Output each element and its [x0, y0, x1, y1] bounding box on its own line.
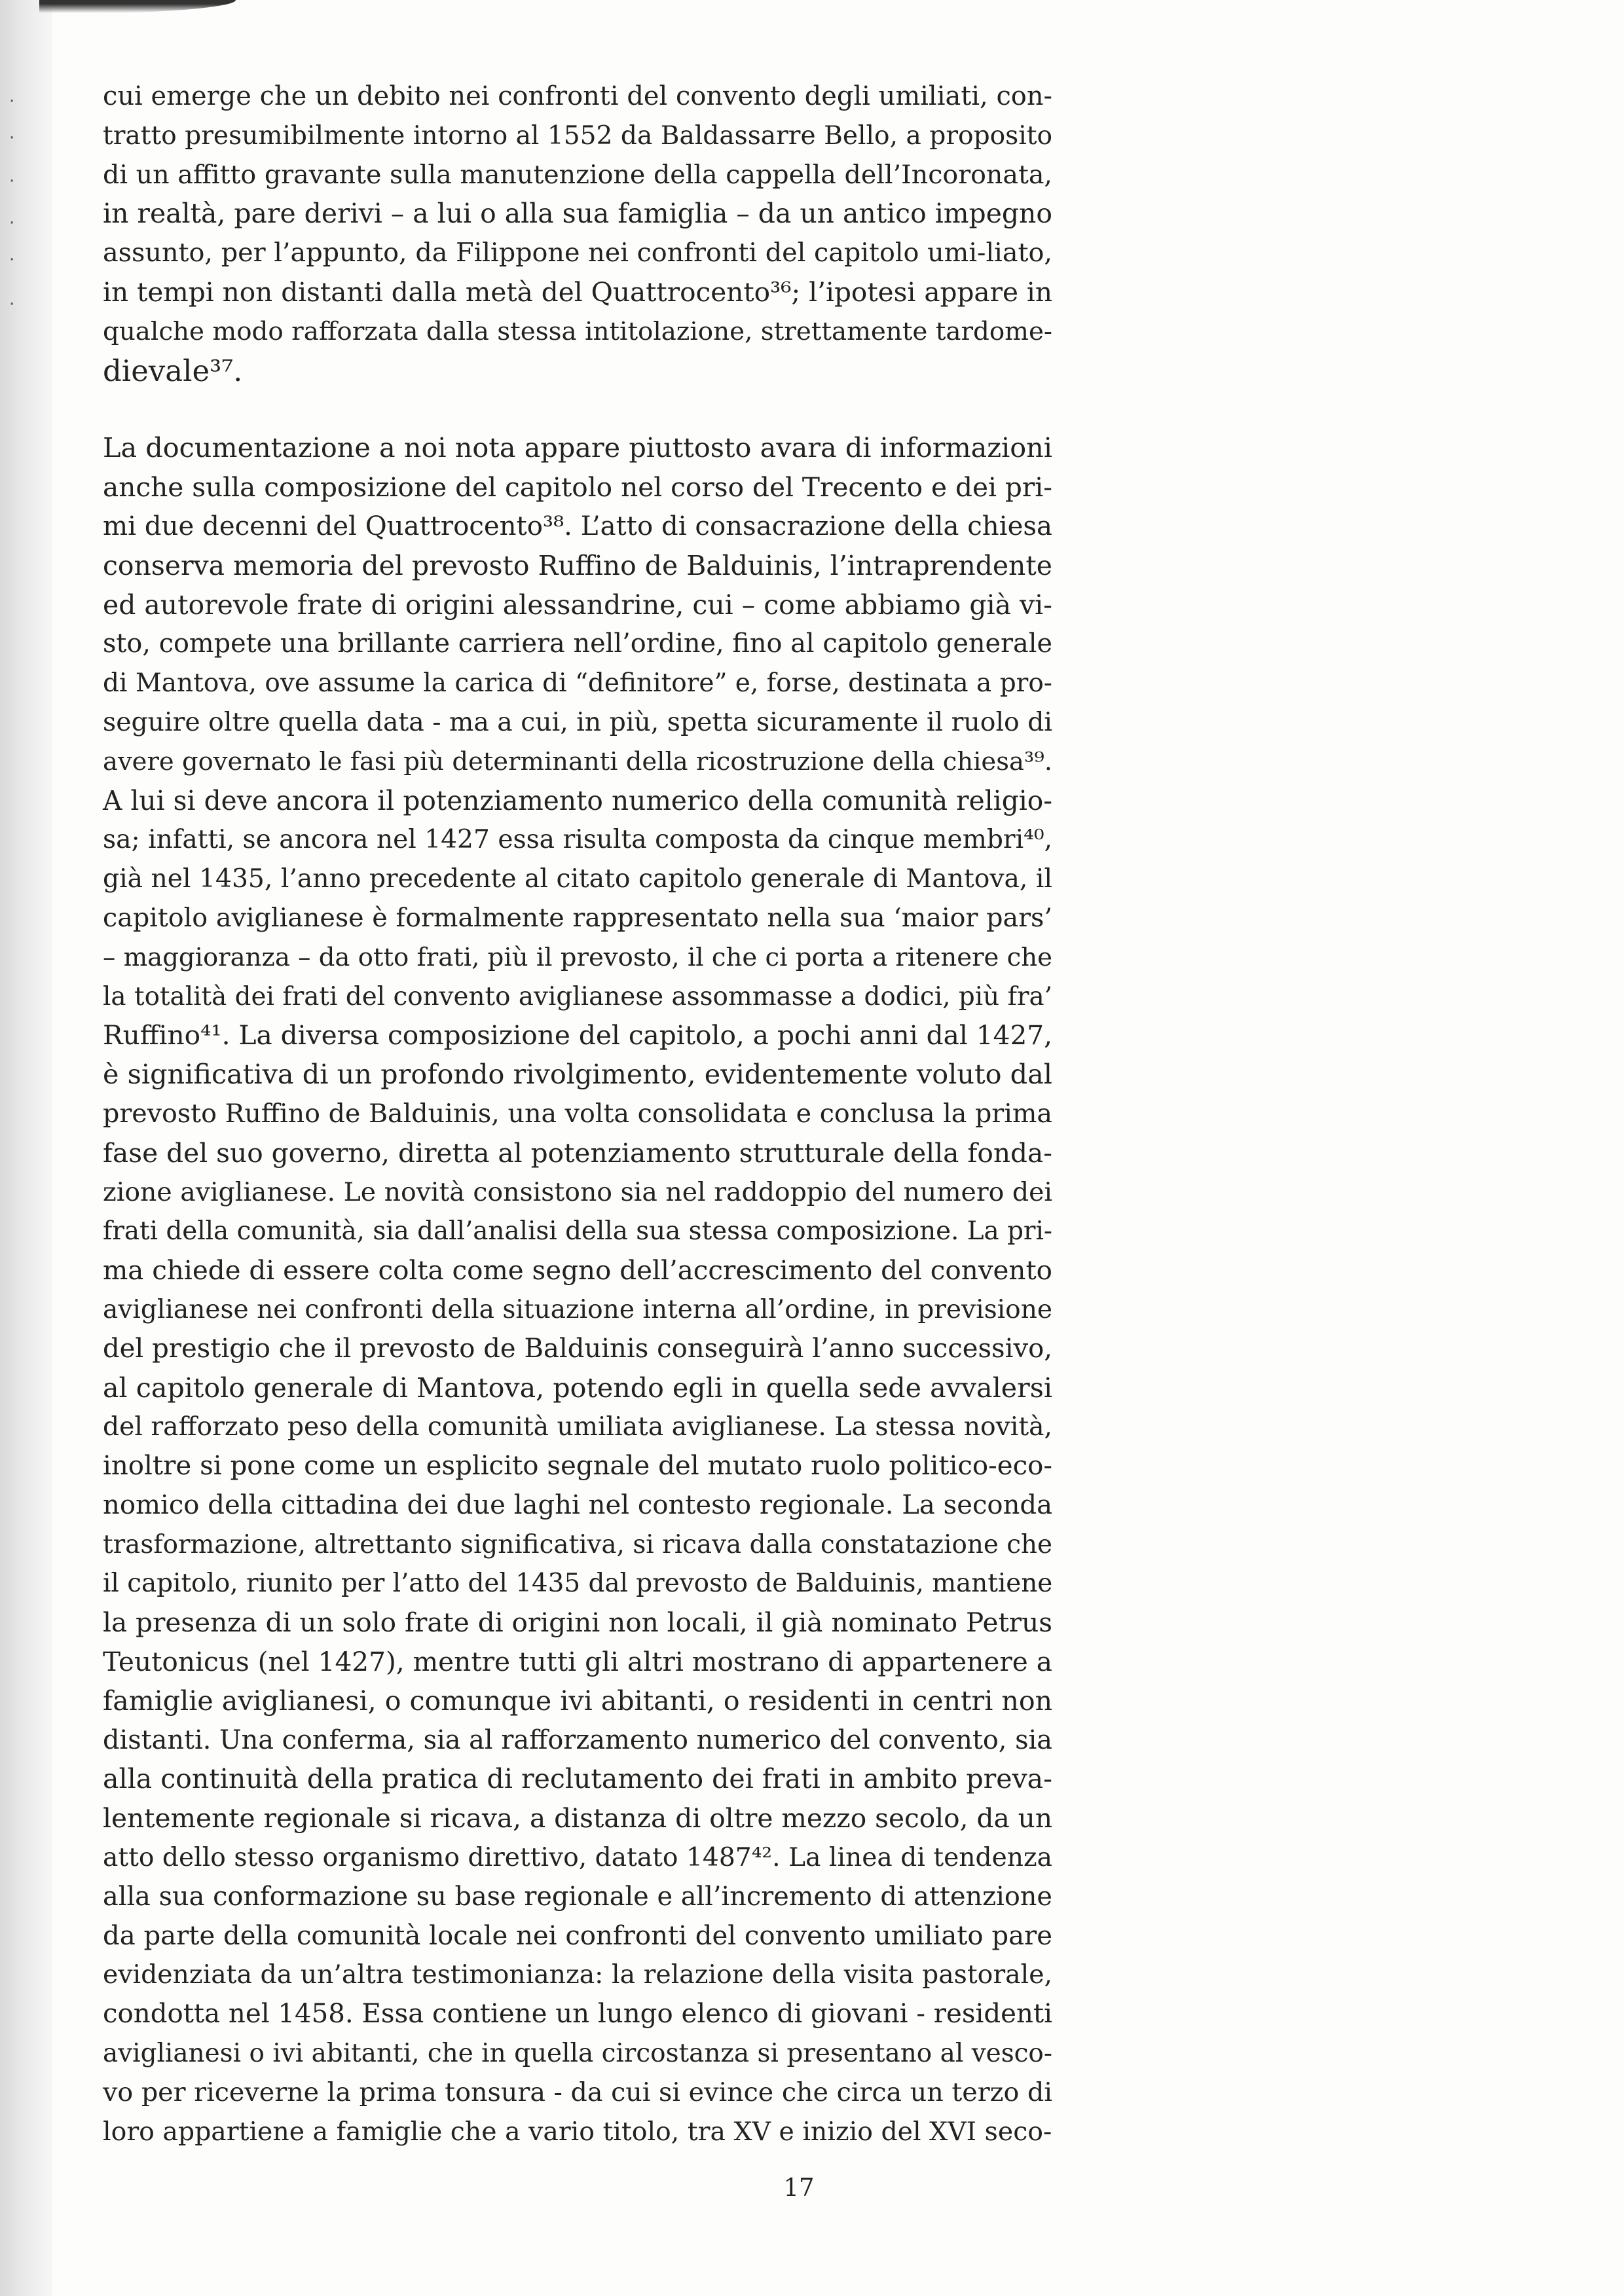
- margin-mark: ·: [9, 92, 15, 111]
- text-line: seguire oltre quella data - ma a cui, in più, spetta sicuramente il ruolo di: [103, 706, 1052, 737]
- margin-mark: ·: [9, 128, 15, 148]
- text-line: atto dello stesso organismo direttivo, datato 1487⁴². La linea di tendenza: [103, 1843, 1052, 1873]
- text-line: del rafforzato peso della comunità umiliata aviglianese. La stessa novità,: [103, 1412, 1052, 1442]
- text-line: già nel 1435, l’anno precedente al citato capitolo generale di Mantova, il: [103, 864, 1052, 894]
- text-line: sa; infatti, se ancora nel 1427 essa risulta composta da cinque membri⁴⁰,: [103, 825, 1052, 855]
- text-line: zione aviglianese. Le novità consistono sia nel raddoppio del numero dei: [103, 1176, 1052, 1207]
- text-line: del prestigio che il prevosto de Balduinis conseguirà l’anno successivo,: [103, 1333, 1052, 1364]
- text-line: la presenza di un solo frate di origini non locali, il già nominato Petrus: [103, 1607, 1052, 1639]
- binding-shadow: [0, 0, 52, 2296]
- text-line: lentemente regionale si ricava, a distanza di oltre mezzo secolo, da un: [103, 1802, 1052, 1834]
- text-line: tratto presumibilmente intorno al 1552 da Baldassarre Bello, a proposito: [103, 120, 1052, 151]
- text-line: da parte della comunità locale nei confronti del convento umiliato pare: [103, 1920, 1052, 1951]
- text-line: assunto, per l’appunto, da Filippone nei confronti del capitolo umi-liato,: [103, 238, 1052, 268]
- paragraph: [103, 77, 1052, 390]
- text-line: il capitolo, riunito per l’atto del 1435 dal prevosto de Balduinis, mantiene: [103, 1569, 1053, 1599]
- text-line: al capitolo generale di Mantova, potendo egli in quella sede avvalersi: [103, 1372, 1052, 1404]
- margin-mark: ·: [9, 250, 15, 270]
- body-text: [103, 77, 1052, 2151]
- text-line: anche sulla composizione del capitolo nel corso del Trecento e dei pri-: [103, 471, 1052, 503]
- text-line: di Mantova, ove assume la carica di “definitore” e, forse, destinata a pro-: [103, 668, 1052, 699]
- margin-mark: ·: [9, 213, 15, 233]
- margin-mark: ·: [9, 295, 15, 314]
- text-line: in realtà, pare derivi – a lui o alla sua famiglia – da un antico impegno: [103, 198, 1052, 230]
- text-line: Teutonicus (nel 1427), mentre tutti gli altri mostrano di appartenere a: [103, 1646, 1052, 1678]
- text-line: aviglianesi o ivi abitanti, che in quella circostanza si presentano al vesco-: [103, 2039, 1052, 2069]
- text-line: dievale³⁷.: [103, 353, 243, 388]
- text-line: condotta nel 1458. Essa contiene un lungo elenco di giovani - residenti: [103, 1999, 1052, 2030]
- page-number: 17: [783, 2174, 815, 2202]
- text-line: capitolo aviglianese è formalmente rappresentato nella sua ‘maior pars’: [103, 902, 1052, 933]
- text-line: aviglianese nei confronti della situazione interna all’ordine, in previsione: [103, 1294, 1052, 1324]
- text-line: conserva memoria del prevosto Ruffino de Balduinis, l’intraprendente: [103, 549, 1052, 581]
- scan-corner-mark: [39, 0, 236, 14]
- text-line: evidenziata da un’altra testimonianza: la relazione della visita pastorale,: [103, 1959, 1052, 1990]
- text-line: famiglie aviglianesi, o comunque ivi abitanti, o residenti in centri non: [103, 1685, 1053, 1717]
- paragraph: [103, 429, 1052, 2151]
- text-line: alla continuità della pratica di reclutamento dei frati in ambito preva-: [103, 1763, 1052, 1795]
- text-line: ma chiede di essere colta come segno dell’accrescimento del convento: [103, 1254, 1052, 1286]
- text-line: nomico della cittadina dei due laghi nel contesto regionale. La seconda: [103, 1489, 1052, 1520]
- text-line: avere governato le fasi più determinanti della ricostruzione della chiesa³⁹.: [103, 746, 1052, 776]
- text-line: la totalità dei frati del convento aviglianese assommasse a dodici, più fra’: [103, 981, 1052, 1011]
- text-line: loro appartiene a famiglie che a vario titolo, tra XV e inizio del XVI seco-: [103, 2116, 1052, 2147]
- text-line: distanti. Una conferma, sia al rafforzamento numerico del convento, sia: [103, 1724, 1052, 1755]
- text-line: prevosto Ruffino de Balduinis, una volta consolidata e conclusa la prima: [103, 1098, 1052, 1129]
- text-line: in tempi non distanti dalla metà del Quattrocento³⁶; l’ipotesi appare in: [103, 276, 1052, 308]
- text-line: A lui si deve ancora il potenziamento numerico della comunità religio-: [103, 784, 1052, 816]
- text-line: Ruffino⁴¹. La diversa composizione del capitolo, a pochi anni dal 1427,: [103, 1019, 1052, 1051]
- text-line: mi due decenni del Quattrocento³⁸. L’atto di consacrazione della chiesa: [103, 511, 1052, 541]
- text-line: qualche modo rafforzata dalla stessa intitolazione, strettamente tardome-: [103, 316, 1052, 346]
- text-line: La documentazione a noi nota appare piuttosto avara di informazioni: [103, 432, 1052, 464]
- text-line: cui emerge che un debito nei confronti del convento degli umiliati, con-: [103, 81, 1052, 111]
- margin-mark: ·: [9, 172, 15, 191]
- text-line: – maggioranza – da otto frati, più il prevosto, il che ci porta a ritenere che: [103, 942, 1052, 972]
- text-line: sto, compete una brillante carriera nell’ordine, fino al capitolo generale: [103, 629, 1052, 659]
- text-line: vo per riceverne la prima tonsura - da cui si evince che circa un terzo di: [103, 2077, 1052, 2107]
- text-line: è significativa di un profondo rivolgimento, evidentemente voluto dal: [103, 1059, 1052, 1091]
- text-line: di un affitto gravante sulla manutenzione della cappella dell’Incoronata,: [103, 159, 1052, 190]
- text-line: frati della comunità, sia dall’analisi della sua stessa composizione. La pri-: [103, 1216, 1052, 1247]
- text-line: alla sua conformazione su base regionale e all’incremento di attenzione: [103, 1881, 1052, 1912]
- text-line: inoltre si pone come un esplicito segnale del mutato ruolo politico-eco-: [103, 1451, 1052, 1482]
- text-line: trasformazione, altrettanto significativa, si ricava dalla constatazione che: [103, 1529, 1052, 1559]
- text-line: ed autorevole frate di origini alessandrine, cui – come abbiamo già vi-: [103, 589, 1052, 621]
- text-line: fase del suo governo, diretta al potenziamento strutturale della fonda-: [103, 1137, 1052, 1169]
